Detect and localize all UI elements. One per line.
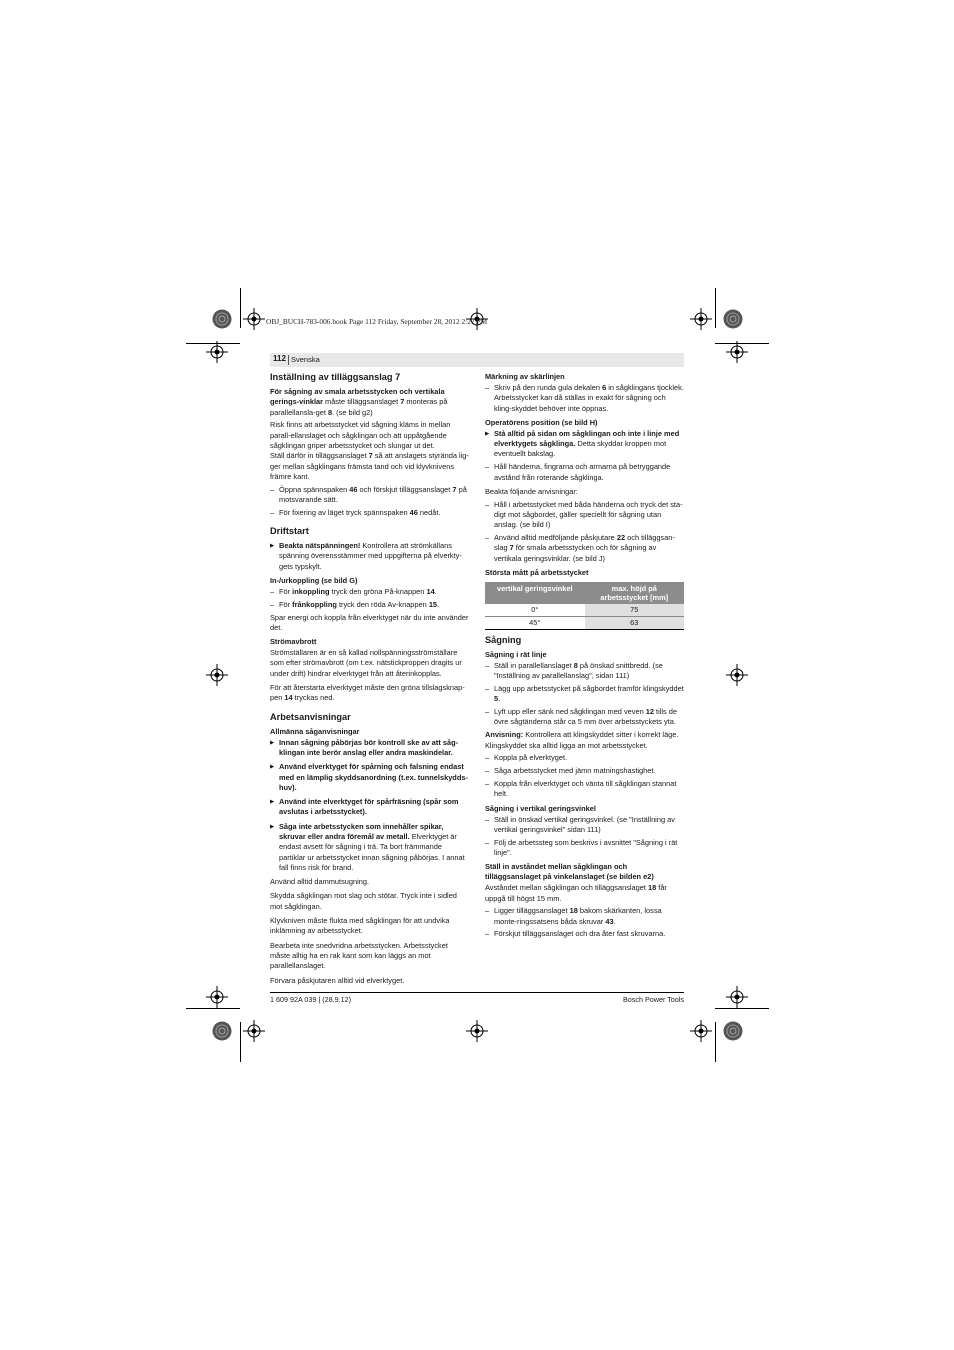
- list-item: – Håll i arbetsstycket med båda händerna och tryck det sta-digt mot sågbordet, gäller speciellt för sågning utan anslag. (se bild I): [485, 500, 684, 531]
- bold-text: 7: [368, 451, 373, 461]
- subheading-storsta-matt: Största mått på arbetsstycket: [485, 567, 589, 577]
- bold-text: 8: [573, 660, 578, 670]
- list-item: – Följ de arbetssteg som beskrivs i avsnittet "Sågning i rät linje".: [485, 838, 684, 859]
- crop-mark: [240, 288, 241, 328]
- subheading-rat-linje: Sågning i rät linje: [485, 649, 547, 659]
- color-target-icon: [212, 309, 232, 329]
- crop-mark: [240, 1022, 241, 1062]
- bold-text: 43: [605, 916, 614, 926]
- heading-sagning: Sågning: [485, 634, 522, 645]
- paragraph: [270, 683, 469, 704]
- registration-mark-icon: [243, 1020, 265, 1042]
- text: Öppna spännspaken: [279, 484, 350, 494]
- bold-text: 46: [409, 507, 418, 517]
- bold-text: frånkoppling: [292, 599, 337, 609]
- list-item: [270, 587, 469, 597]
- paragraph: Strömställaren är en så kallad nollspänningsströmställare som efter strömavbrott (om t.ex. nätstickproppen dragits ur under drift) hindrar elverktyget från att återinkopplas.: [270, 648, 462, 678]
- color-target-icon: [723, 309, 743, 329]
- text: För fixering av läget tryck spännspaken: [279, 507, 410, 517]
- paragraph: Beakta följande anvisningar:: [485, 486, 578, 496]
- text: Kontrollera att strömkällans spänning överensstämmer med uppgifterna på elverkty-gets typskylt.: [279, 541, 462, 571]
- subheading-stromavbrott: Strömavbrott: [270, 637, 317, 647]
- bold-text: 7: [452, 484, 457, 494]
- bold-text: 7: [400, 397, 405, 407]
- text: Använd alltid medföljande påskjutare: [494, 533, 617, 543]
- paragraph: [485, 883, 684, 904]
- text: Kontrollera att klingskyddet sitter i korrekt läge.: [523, 730, 679, 740]
- text: monteras på parallellansla-get: [270, 397, 448, 417]
- text: För: [279, 586, 293, 596]
- list-item: – Förskjut tilläggsanslaget och dra åter fast skruvarna.: [485, 929, 684, 939]
- color-target-icon: [212, 1021, 232, 1041]
- warning-item: [270, 738, 469, 759]
- paragraph: Spar energi och koppla från elverktyget när du inte använder det.: [270, 612, 469, 632]
- bold-text: Stå alltid på sidan om sågklingan och inte i linje med elverktygets sågklinga.: [494, 428, 680, 449]
- registration-mark-icon: [726, 664, 748, 686]
- text: För: [279, 599, 293, 609]
- subheading-inkoppling: In-/urkoppling (se bild G): [270, 575, 358, 585]
- bold-text: 7: [509, 543, 514, 553]
- list-item: [485, 684, 684, 705]
- text: tryck den gröna På-knappen: [329, 586, 427, 596]
- print-job-info: OBJ_BUCH-783-006.book Page 112 Friday, September 28, 2012 2:27 PM: [266, 317, 488, 326]
- bold-text: 18: [569, 906, 578, 916]
- table-header: vertikal geringsvinkel: [485, 582, 585, 604]
- bold-text: Anvisning:: [485, 730, 524, 740]
- list-item: [485, 383, 684, 414]
- paragraph: Risk finns att arbetsstycket vid sågning kläms in mellan parall-ellanslaget och sågklingan och att uppåtgående sågklingan griper arbetsstycket och slungar ut det.: [270, 420, 451, 450]
- text: .: [434, 586, 437, 596]
- warning-item: [270, 541, 469, 572]
- crop-mark: [715, 1008, 769, 1009]
- heading-arbetsanvisningar: Arbetsanvisningar: [270, 711, 351, 722]
- subheading-avstand: Ställ in avståndet mellan sågklingan och tilläggsanslaget på vinkelanslaget (se bilden e2): [485, 862, 654, 882]
- bold-text: För sågning av smala arbetsstycken och vertikala gerings-vinklar: [270, 387, 445, 407]
- crop-mark: [715, 1022, 716, 1062]
- crop-mark: [715, 288, 716, 328]
- bold-text: 14: [426, 586, 435, 596]
- warning-item: [270, 797, 469, 818]
- bold-text: Använd elverktyget för spårning och falsning endast med en lämplig skyddsanordning (t.ex. tunnelskydds-huv).: [279, 762, 468, 792]
- list-item: – Koppla från elverktyget och vänta till sågklingan stannat helt.: [485, 779, 684, 800]
- list-item: [270, 600, 469, 610]
- warning-item: [270, 762, 469, 793]
- text: så att anslagets styrända lig-ger mellan sågklingans främsta tand och vid klyvknivens främre kant.: [270, 451, 469, 481]
- table-row: [485, 604, 684, 617]
- warning-item: [270, 822, 469, 873]
- registration-mark-icon: [243, 308, 265, 330]
- table-header-row: [485, 582, 684, 604]
- text: Detta skyddar kroppen mot eventuellt bakslag.: [494, 439, 667, 459]
- table-cell: 0°: [485, 604, 585, 617]
- registration-mark-icon: [726, 986, 748, 1008]
- text: måste tilläggsanslaget: [322, 397, 401, 407]
- subheading-vertikal: Sågning i vertikal geringsvinkel: [485, 803, 596, 813]
- text: Avståndet mellan sågklingan och tilläggsanslaget: [485, 883, 648, 893]
- list-item: [270, 508, 469, 518]
- bold-text: Använd inte elverktyget för spårfräsning (spår som avslutas i arbetsstycket).: [279, 797, 459, 817]
- text: nedåt.: [417, 507, 441, 517]
- list-item: [485, 707, 684, 728]
- paragraph: Klingskyddet ska alltid ligga an mot arbetsstycket.: [485, 740, 648, 750]
- text: Skriv på den runda gula dekalen: [494, 383, 603, 392]
- paragraph: [485, 730, 684, 740]
- text: Elverktyget är endast avsett för sågning i trä. Ta bort främmande partiklar ur arbetsstycket innan sågning påbörjas. I annat fall finns risk för brand.: [279, 832, 465, 872]
- bold-text: 6: [602, 383, 607, 392]
- registration-mark-icon: [726, 341, 748, 363]
- text: Ligger tilläggsanslaget: [494, 906, 570, 916]
- table-cell: 63: [585, 616, 685, 629]
- page-number: 112: [273, 354, 286, 363]
- heading-tillaggsanslag: Inställning av tilläggsanslag 7: [270, 372, 401, 382]
- paragraph: Använd alltid dammutsugning.: [270, 877, 370, 887]
- registration-mark-icon: [690, 1020, 712, 1042]
- bold-text: 46: [349, 484, 358, 494]
- bold-text: Innan sågning påbörjas bör kontroll ske av att såg-klingan inte berör anslag eller andra maskindelar.: [279, 737, 459, 757]
- footer-divider: [270, 992, 684, 993]
- subheading-operator: Operatörens position (se bild H): [485, 417, 598, 427]
- text: .: [613, 916, 616, 926]
- list-item: – Koppla på elverktyget.: [485, 753, 684, 763]
- bold-text: inkoppling: [292, 586, 330, 596]
- paragraph: [270, 387, 469, 418]
- table-row: [485, 616, 684, 629]
- registration-mark-icon: [206, 664, 228, 686]
- text: för smala arbetsstycken och för sågning av vertikala geringsvinklar. (se bild J): [494, 543, 657, 563]
- footer-doc-number: 1 609 92A 039 | (28.9.12): [270, 995, 351, 1004]
- bold-text: Såga inte arbetsstycken som innehåller spikar, skruvar eller andra föremål av metall.: [279, 821, 444, 841]
- subheading-markning: Märkning av skärlinjen: [485, 372, 565, 381]
- bold-text: 22: [616, 533, 626, 543]
- bold-text: 8: [327, 407, 333, 417]
- subheading-allmanna: Allmänna såganvisningar: [270, 726, 360, 736]
- list-item: [485, 661, 684, 682]
- registration-mark-icon: [206, 986, 228, 1008]
- text: bakom skärkanten, lossa monte-ringssatsens båda skruvar: [494, 906, 662, 926]
- workpiece-dimensions-table: [485, 582, 684, 630]
- text: får uppgå till högst 15 mm.: [485, 883, 667, 903]
- list-item: [485, 533, 684, 564]
- text: och tilläggsan-slag: [494, 533, 675, 553]
- text: och förskjut tilläggsanslaget: [357, 484, 453, 494]
- color-target-icon: [723, 1021, 743, 1041]
- crop-mark: [186, 1008, 240, 1009]
- bold-text: Beakta nätspänningen!: [279, 541, 361, 551]
- paragraph: Bearbeta inte snedvridna arbetsstycken. Arbetsstycket måste alltig ha en rak kant som kan läggs an mot parallellanslaget.: [270, 940, 448, 971]
- list-item: – Såga arbetsstycket med jämn matningshastighet.: [485, 766, 684, 776]
- table-header: max. höjd på arbetsstycket [mm]: [585, 582, 685, 604]
- text: Ställ därför in tilläggsanslaget: [270, 451, 369, 461]
- registration-mark-icon: [690, 308, 712, 330]
- text: på motsvarande sätt.: [279, 484, 467, 504]
- table-cell: 75: [585, 604, 685, 617]
- right-column: [485, 372, 684, 942]
- text: .: [437, 599, 440, 609]
- paragraph: Skydda sågklingan mot slag och stötar. Tryck inte i sidled mot sågklingan.: [270, 891, 457, 911]
- text: Lyft upp eller sänk ned sågklingan med veven: [494, 707, 646, 717]
- bold-text: 12: [645, 707, 654, 717]
- text: .: [498, 694, 501, 704]
- list-item: [270, 485, 469, 506]
- text: tryck den röda Av-knappen: [336, 599, 429, 609]
- bold-text: 15: [428, 599, 438, 609]
- bold-text: 5: [494, 694, 499, 704]
- header-language: Svenska: [291, 354, 320, 364]
- text: tills de övre sågtänderna står ca 5 mm över arbetsstyckets yta.: [494, 707, 677, 727]
- paragraph: [270, 451, 469, 482]
- registration-mark-icon: [466, 1020, 488, 1042]
- bold-text: 18: [647, 883, 657, 893]
- text: in sågklingans tjocklek. Arbetsstycket kan då ställas in exakt för sågning och kling-skyddet behöver inte öppnas.: [494, 383, 684, 413]
- paragraph: Klyvkniven måste flukta med sågklingan för att undvika inklämning av arbetsstycket.: [270, 916, 450, 936]
- list-item: – Håll händerna, fingrarna och armarna på betryggande avstånd från roterande sågklinga.: [485, 462, 684, 483]
- page-header: [270, 353, 684, 367]
- paragraph: Förvara påskjutaren alltid vid elverktyget.: [270, 975, 405, 985]
- header-divider: [288, 355, 289, 365]
- list-item: – Ställ in önskad vertikal geringsvinkel. (se "Inställning av vertikal geringsvinkel" sidan 111): [485, 815, 684, 836]
- text: . (se bild g2): [332, 407, 373, 417]
- registration-mark-icon: [206, 341, 228, 363]
- bold-text: 14: [284, 693, 293, 703]
- footer-brand: Bosch Power Tools: [623, 995, 684, 1004]
- table-cell: 45°: [485, 616, 585, 629]
- warning-item: [485, 429, 684, 460]
- list-item: [485, 906, 684, 927]
- text: Lägg upp arbetsstycket på sågbordet framför klingskyddet: [494, 684, 684, 694]
- left-column: [270, 372, 469, 988]
- text: För att återstarta elverktyget måste den gröna tillslagsknap-pen: [270, 683, 465, 703]
- text: på önskad snittbredd. (se "Inställning av parallellanslag", sidan 111): [494, 660, 663, 681]
- heading-driftstart: Driftstart: [270, 526, 309, 537]
- text: Ställ in parallellanslaget: [494, 660, 574, 670]
- text: tryckas ned.: [292, 693, 335, 703]
